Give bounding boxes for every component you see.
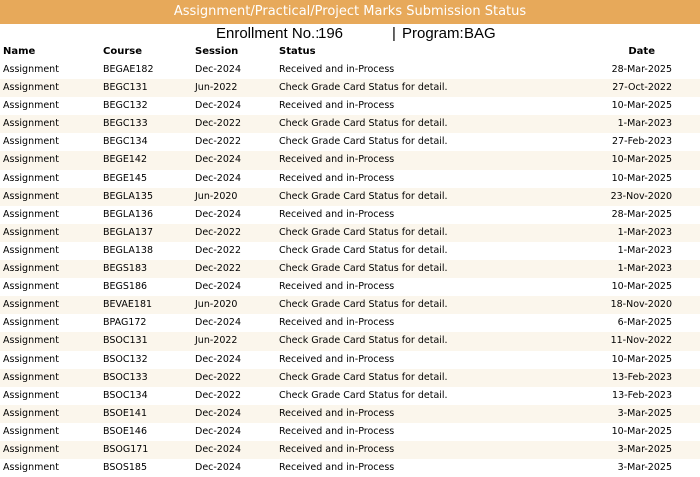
table-row xyxy=(0,260,700,278)
cell-status: Received and in-Process xyxy=(279,100,395,112)
table-row xyxy=(0,151,700,169)
page-title: Assignment/Practical/Project Marks Submission Status xyxy=(0,0,700,24)
cell-name: Assignment xyxy=(3,443,59,455)
cell-date: 3-Mar-2025 xyxy=(617,462,672,474)
cell-session: Jun-2022 xyxy=(195,82,238,94)
table-row xyxy=(0,332,700,350)
cell-name: Assignment xyxy=(3,100,59,112)
cell-course: BEGAE182 xyxy=(103,64,154,75)
cell-status: Received and in-Process xyxy=(279,407,395,419)
enrollment-label: Enrollment No.: xyxy=(216,25,320,42)
cell-status: Check Grade Card Status for detail. xyxy=(279,371,448,383)
column-header-date: Date xyxy=(628,46,655,57)
cell-session: Jun-2020 xyxy=(195,299,238,311)
cell-course: BEGC133 xyxy=(103,118,148,130)
cell-session: Dec-2024 xyxy=(195,100,241,112)
table-row xyxy=(0,296,700,314)
status-table-body xyxy=(0,61,700,477)
cell-course: BEGLA135 xyxy=(103,190,154,202)
cell-name: Assignment xyxy=(3,190,59,202)
cell-session: Dec-2022 xyxy=(195,389,241,401)
enrollment-info xyxy=(0,24,700,44)
cell-date: 1-Mar-2023 xyxy=(617,118,672,130)
cell-status: Received and in-Process xyxy=(279,443,395,455)
cell-date: 3-Mar-2025 xyxy=(617,407,672,419)
cell-name: Assignment xyxy=(3,208,59,220)
cell-date: 13-Feb-2023 xyxy=(612,371,672,383)
cell-session: Dec-2024 xyxy=(195,317,241,329)
cell-status: Check Grade Card Status for detail. xyxy=(279,389,448,401)
cell-session: Dec-2024 xyxy=(195,462,241,474)
table-row xyxy=(0,115,700,133)
cell-status: Received and in-Process xyxy=(279,353,395,365)
cell-session: Dec-2024 xyxy=(195,425,241,437)
enrollment-separator: | xyxy=(392,25,396,42)
enrollment-number: 196 xyxy=(318,25,344,42)
table-row xyxy=(0,133,700,151)
cell-status: Check Grade Card Status for detail. xyxy=(279,299,448,311)
cell-session: Dec-2022 xyxy=(195,244,241,256)
cell-session: Dec-2022 xyxy=(195,136,241,148)
cell-session: Jun-2022 xyxy=(195,335,238,347)
cell-date: 1-Mar-2023 xyxy=(617,226,672,238)
cell-name: Assignment xyxy=(3,136,59,148)
cell-date: 10-Mar-2025 xyxy=(611,353,672,365)
cell-date: 27-Oct-2022 xyxy=(612,82,672,94)
table-row xyxy=(0,441,700,459)
column-header-name: Name xyxy=(3,46,36,57)
cell-status: Check Grade Card Status for detail. xyxy=(279,244,448,256)
cell-status: Check Grade Card Status for detail. xyxy=(279,118,448,130)
column-header-status: Status xyxy=(279,46,316,57)
cell-session: Dec-2024 xyxy=(195,172,241,184)
table-row xyxy=(0,278,700,296)
cell-course: BSOC134 xyxy=(103,389,148,401)
cell-session: Dec-2024 xyxy=(195,443,241,455)
cell-name: Assignment xyxy=(3,244,59,256)
table-row xyxy=(0,314,700,332)
cell-course: BEGE145 xyxy=(103,172,148,184)
cell-date: 28-Mar-2025 xyxy=(611,208,672,220)
cell-status: Received and in-Process xyxy=(279,154,395,166)
cell-course: BPAG172 xyxy=(103,317,147,329)
cell-date: 10-Mar-2025 xyxy=(611,281,672,293)
cell-session: Dec-2024 xyxy=(195,407,241,419)
table-row xyxy=(0,170,700,188)
cell-session: Dec-2024 xyxy=(195,208,241,220)
cell-name: Assignment xyxy=(3,172,59,184)
table-row xyxy=(0,224,700,242)
cell-course: BSOE141 xyxy=(103,407,147,419)
table-row xyxy=(0,459,700,477)
table-row xyxy=(0,369,700,387)
cell-date: 10-Mar-2025 xyxy=(611,100,672,112)
cell-date: 27-Feb-2023 xyxy=(612,136,672,148)
table-row xyxy=(0,351,700,369)
cell-course: BEGC131 xyxy=(103,82,148,94)
cell-status: Received and in-Process xyxy=(279,64,395,75)
cell-date: 18-Nov-2020 xyxy=(610,299,672,311)
cell-date: 10-Mar-2025 xyxy=(611,425,672,437)
cell-course: BSOC133 xyxy=(103,371,148,383)
cell-status: Check Grade Card Status for detail. xyxy=(279,335,448,347)
cell-status: Check Grade Card Status for detail. xyxy=(279,190,448,202)
cell-course: BEGLA138 xyxy=(103,244,154,256)
cell-date: 23-Nov-2020 xyxy=(610,190,672,202)
cell-course: BEVAE181 xyxy=(103,299,153,311)
cell-course: BEGC132 xyxy=(103,100,148,112)
table-row xyxy=(0,188,700,206)
cell-status: Received and in-Process xyxy=(279,172,395,184)
cell-status: Received and in-Process xyxy=(279,281,395,293)
column-header-session: Session xyxy=(195,46,239,57)
cell-name: Assignment xyxy=(3,281,59,293)
cell-date: 13-Feb-2023 xyxy=(612,389,672,401)
cell-status: Check Grade Card Status for detail. xyxy=(279,82,448,94)
cell-name: Assignment xyxy=(3,64,59,75)
cell-date: 1-Mar-2023 xyxy=(617,263,672,275)
cell-name: Assignment xyxy=(3,335,59,347)
cell-date: 10-Mar-2025 xyxy=(611,154,672,166)
cell-name: Assignment xyxy=(3,371,59,383)
table-row xyxy=(0,206,700,224)
cell-session: Dec-2022 xyxy=(195,263,241,275)
cell-name: Assignment xyxy=(3,353,59,365)
cell-name: Assignment xyxy=(3,226,59,238)
cell-session: Dec-2022 xyxy=(195,226,241,238)
table-row xyxy=(0,61,700,79)
table-row xyxy=(0,242,700,260)
cell-course: BSOE146 xyxy=(103,425,147,437)
cell-course: BSOS185 xyxy=(103,462,148,474)
cell-name: Assignment xyxy=(3,82,59,94)
cell-course: BEGS186 xyxy=(103,281,148,293)
cell-course: BEGS183 xyxy=(103,263,148,275)
cell-course: BEGLA137 xyxy=(103,226,154,238)
table-header xyxy=(0,44,700,60)
cell-status: Received and in-Process xyxy=(279,317,395,329)
cell-course: BEGLA136 xyxy=(103,208,154,220)
cell-name: Assignment xyxy=(3,154,59,166)
cell-name: Assignment xyxy=(3,263,59,275)
cell-session: Dec-2024 xyxy=(195,154,241,166)
cell-date: 6-Mar-2025 xyxy=(617,317,672,329)
program-value: BAG xyxy=(464,25,496,42)
cell-name: Assignment xyxy=(3,299,59,311)
table-row xyxy=(0,79,700,97)
cell-date: 1-Mar-2023 xyxy=(617,244,672,256)
cell-course: BSOG171 xyxy=(103,443,149,455)
column-header-course: Course xyxy=(103,46,142,57)
cell-name: Assignment xyxy=(3,118,59,130)
cell-name: Assignment xyxy=(3,389,59,401)
cell-session: Jun-2020 xyxy=(195,190,238,202)
cell-status: Received and in-Process xyxy=(279,462,395,474)
cell-name: Assignment xyxy=(3,425,59,437)
cell-status: Received and in-Process xyxy=(279,425,395,437)
cell-date: 10-Mar-2025 xyxy=(611,172,672,184)
cell-status: Received and in-Process xyxy=(279,208,395,220)
program-label: Program: xyxy=(402,25,464,42)
cell-name: Assignment xyxy=(3,462,59,474)
cell-name: Assignment xyxy=(3,407,59,419)
cell-status: Check Grade Card Status for detail. xyxy=(279,263,448,275)
cell-date: 3-Mar-2025 xyxy=(617,443,672,455)
cell-date: 28-Mar-2025 xyxy=(611,64,672,75)
table-row xyxy=(0,97,700,115)
cell-status: Check Grade Card Status for detail. xyxy=(279,136,448,148)
cell-session: Dec-2024 xyxy=(195,64,241,75)
cell-course: BSOC131 xyxy=(103,335,148,347)
cell-status: Check Grade Card Status for detail. xyxy=(279,226,448,238)
cell-date: 11-Nov-2022 xyxy=(610,335,672,347)
table-row xyxy=(0,423,700,441)
cell-session: Dec-2022 xyxy=(195,118,241,130)
cell-course: BSOC132 xyxy=(103,353,148,365)
table-row xyxy=(0,405,700,423)
cell-name: Assignment xyxy=(3,317,59,329)
cell-session: Dec-2024 xyxy=(195,353,241,365)
cell-course: BEGE142 xyxy=(103,154,148,166)
table-row xyxy=(0,387,700,405)
cell-session: Dec-2024 xyxy=(195,281,241,293)
cell-course: BEGC134 xyxy=(103,136,148,148)
cell-session: Dec-2022 xyxy=(195,371,241,383)
